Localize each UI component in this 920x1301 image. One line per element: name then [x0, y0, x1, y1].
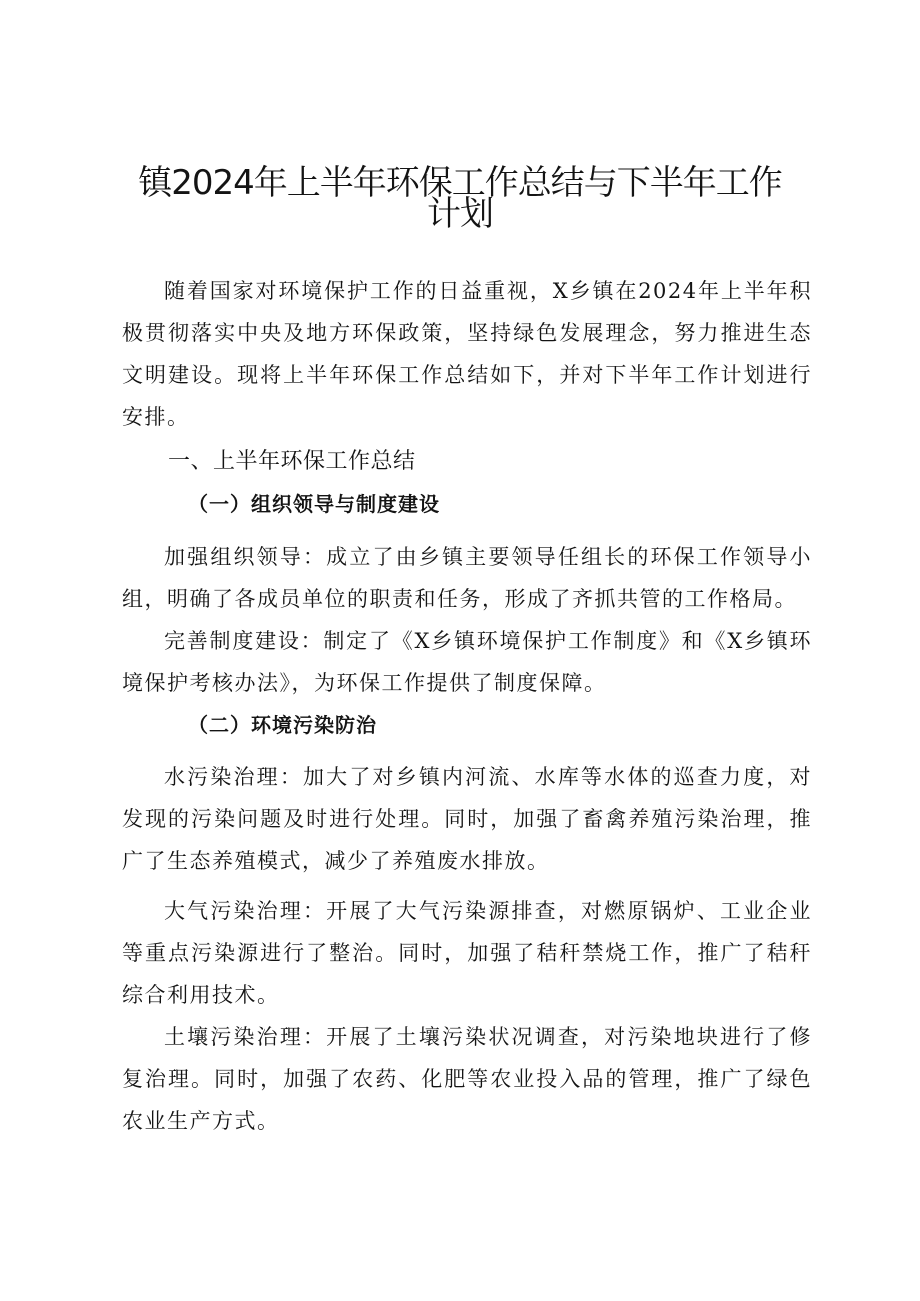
subsection-heading-organization: （一）组织领导与制度建设 [188, 492, 440, 516]
section-heading-summary: 一、上半年环保工作总结 [168, 449, 416, 474]
subsection-heading-pollution-control: （二）环境污染防治 [188, 713, 377, 737]
document-title-line2: 计划 [427, 194, 493, 234]
intro-paragraph: 随着国家对环境保护工作的日益重视，X乡镇在2024年上半年积极贯彻落实中央及地方环保政策，坚持绿色发展理念，努力推进生态文明建设。现将上半年环保工作总结如下，并对下半年工作计划进行安排。 [122, 279, 812, 429]
paragraph-soil-pollution: 土壤污染治理：开展了土壤污染状况调查，对污染地块进行了修复治理。同时，加强了农药、化肥等农业投入品的管理，推广了绿色农业生产方式。 [122, 1025, 812, 1133]
paragraph-system-building: 完善制度建设：制定了《X乡镇环境保护工作制度》和《X乡镇环境保护考核办法》，为环保工作提供了制度保障。 [122, 629, 812, 695]
paragraph-water-pollution: 水污染治理：加大了对乡镇内河流、水库等水体的巡查力度，对发现的污染问题及时进行处理。同时，加强了畜禽养殖污染治理，推广了生态养殖模式，减少了养殖废水排放。 [122, 765, 812, 873]
document-title-line1: 镇2024年上半年环保工作总结与下半年工作 [138, 163, 782, 203]
paragraph-organization-leadership: 加强组织领导：成立了由乡镇主要领导任组长的环保工作领导小组，明确了各成员单位的职责和任务，形成了齐抓共管的工作格局。 [122, 545, 812, 611]
paragraph-air-pollution: 大气污染治理：开展了大气污染源排查，对燃原锅炉、工业企业等重点污染源进行了整治。同时，加强了秸秆禁烧工作，推广了秸秆综合利用技术。 [122, 899, 812, 1007]
